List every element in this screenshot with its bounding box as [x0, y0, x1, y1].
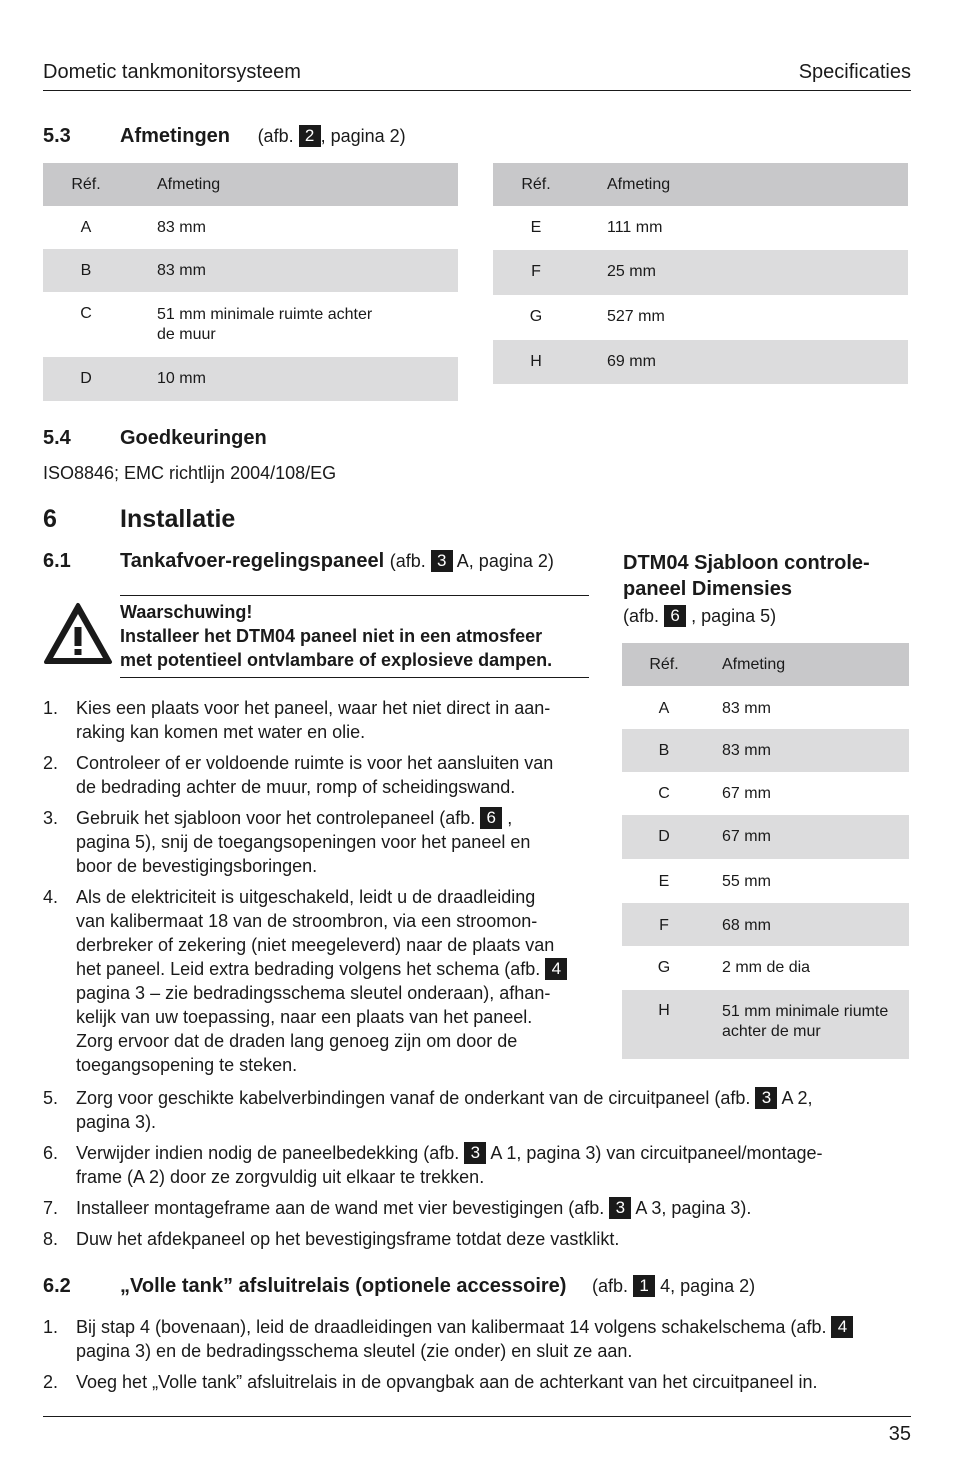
- list-item: [43, 885, 603, 1077]
- column-header-ref: Réf.: [521, 176, 551, 193]
- cell-ref: E: [530, 219, 542, 236]
- list-item-line: pagina 3).: [76, 1112, 157, 1132]
- relay-steps: [43, 1315, 913, 1394]
- list-item-line: derbreker of zekering (niet meegeleverd) naar de plaats van: [76, 935, 555, 955]
- figure-number-badge: 6: [664, 605, 686, 627]
- text-run: Zorg voor geschikte kabelverbindingen vanaf de onderkant van de circuitpaneel (afb.: [76, 1088, 751, 1108]
- cell-dimension: 10 mm: [157, 370, 206, 387]
- warning-line-2: met potentieel ontvlambare of explosieve dampen.: [120, 650, 553, 670]
- list-item: [43, 696, 603, 744]
- section-5-3-heading: [120, 125, 406, 148]
- list-item: [43, 1227, 911, 1251]
- figure-ref-prefix: (afb.: [623, 606, 660, 626]
- figure-number-badge: 1: [633, 1275, 655, 1297]
- cell-dimension: 67 mm: [722, 785, 771, 802]
- cell-dimension: 69 mm: [607, 353, 656, 370]
- list-item: [43, 1196, 911, 1220]
- cell-dimension: 83 mm: [157, 262, 206, 279]
- list-item: [43, 751, 603, 799]
- section-5-3-figure-ref: [258, 126, 406, 146]
- section-6-2-title: „Volle tank” afsluitrelais (optionele accessoire): [120, 1275, 567, 1297]
- page-number: 35: [888, 1423, 911, 1445]
- dtm04-title-line-2: paneel Dimensies: [623, 578, 792, 600]
- list-item-number: 1.: [43, 698, 59, 718]
- cell-dimension: 527 mm: [607, 308, 665, 325]
- figure-ref-prefix: (afb.: [592, 1276, 629, 1296]
- running-header-section: Specificaties: [798, 61, 911, 83]
- table-row: [622, 729, 909, 772]
- cell-ref: H: [530, 353, 542, 370]
- list-item-line: pagina 3) en de bedradingsschema sleutel (zie onder) en sluit ze aan.: [76, 1341, 633, 1361]
- cell-ref: H: [658, 1002, 670, 1019]
- list-item-line: van kalibermaat 18 van de stroombron, via een stroomon-: [76, 911, 538, 931]
- list-item-line: [76, 806, 603, 830]
- cell-ref: F: [531, 263, 541, 280]
- cell-ref: B: [80, 262, 92, 279]
- column-header-dimension: Afmeting: [157, 176, 221, 193]
- table-row: [493, 295, 908, 340]
- text-run: A 3, pagina 3).: [635, 1198, 752, 1218]
- footer-rule: [43, 1416, 911, 1417]
- dtm04-figure-ref: [623, 604, 913, 628]
- table-row: [43, 357, 458, 401]
- chapter-6-title: Installatie: [120, 505, 236, 533]
- list-item-number: 2.: [43, 1372, 59, 1392]
- column-header-ref: Réf.: [649, 656, 679, 673]
- cell-ref: D: [658, 828, 670, 845]
- list-item-line: pagina 3 – zie bedradingsschema sleutel onderaan), afhan-: [76, 983, 551, 1003]
- text-run: Installeer montageframe aan de wand met vier bevestigingen (afb.: [76, 1198, 605, 1218]
- installation-steps-full: [43, 1086, 911, 1251]
- list-item-number: 1.: [43, 1317, 59, 1337]
- dtm04-dimensions-table: [622, 643, 909, 1059]
- table-row: [493, 250, 908, 295]
- section-5-3-number: 5.3: [43, 125, 71, 147]
- warning-bottom-rule: [120, 677, 589, 678]
- list-item-number: 7.: [43, 1198, 59, 1218]
- section-6-1-title: Tankafvoer-regelingspaneel: [120, 550, 385, 572]
- list-item-line: [76, 1141, 911, 1165]
- cell-dimension: 83 mm: [722, 742, 771, 759]
- cell-ref: E: [658, 873, 670, 890]
- cell-dimension: 51 mm minimale riumte achter de mur: [722, 1003, 889, 1040]
- cell-ref: C: [80, 305, 92, 322]
- list-item: [43, 1315, 913, 1363]
- list-item: [43, 1141, 911, 1189]
- figure-ref-suffix: 4, pagina 2): [660, 1276, 756, 1296]
- table-header-row: [493, 163, 908, 206]
- header-rule: [43, 90, 911, 91]
- warning-triangle-icon: [43, 602, 113, 666]
- cell-dimension: 55 mm: [722, 873, 771, 890]
- list-item-line: pagina 5), snij de toegangsopeningen voor het paneel en: [76, 832, 531, 852]
- table-row: [43, 292, 458, 357]
- text-run: Gebruik het sjabloon voor het controlepaneel (afb.: [76, 808, 476, 828]
- list-item: [43, 1370, 913, 1394]
- cell-dimension: 83 mm: [722, 700, 771, 717]
- list-item-line: toegangsopening te steken.: [76, 1055, 298, 1075]
- figure-ref-suffix: A, pagina 2): [456, 551, 554, 571]
- warning-line-1: Installeer het DTM04 paneel niet in een atmosfeer: [120, 626, 543, 646]
- dtm04-sidebar-heading: [623, 550, 913, 628]
- cell-ref: G: [657, 959, 671, 976]
- list-item-number: 6.: [43, 1143, 59, 1163]
- list-item-number: 5.: [43, 1088, 59, 1108]
- section-6-1-figure-ref: [390, 551, 554, 571]
- column-header-dimension: Afmeting: [722, 656, 786, 673]
- cell-dimension: 68 mm: [722, 917, 771, 934]
- cell-ref: G: [529, 308, 543, 325]
- figure-ref-prefix: (afb.: [257, 126, 294, 146]
- installation-steps-column: [43, 696, 603, 1077]
- cell-dimension: 83 mm: [157, 219, 206, 236]
- list-item-line: de bedrading achter de muur, romp of scheidingswand.: [76, 777, 516, 797]
- section-6-2-heading: [120, 1275, 755, 1298]
- text-run: ,: [507, 808, 513, 828]
- cell-dimension: 51 mm minimale ruimte achter de muur: [157, 306, 373, 343]
- figure-number-badge: 3: [431, 550, 453, 572]
- cell-ref: A: [658, 700, 670, 717]
- list-item: [43, 1086, 911, 1134]
- warning-text: [120, 600, 552, 672]
- list-item-line: Voeg het „Volle tank” afsluitrelais in de opvangbak aan de achterkant van het circuitpaneel in.: [76, 1372, 818, 1392]
- figure-number-badge: 3: [464, 1142, 486, 1164]
- section-5-4-number: 5.4: [43, 427, 71, 449]
- list-item-line: [76, 957, 603, 981]
- list-item-line: boor de bevestigingsboringen.: [76, 856, 318, 876]
- table-row: [622, 990, 909, 1059]
- list-item-line: Duw het afdekpaneel op het bevestigingsframe totdat deze vastklikt.: [76, 1229, 620, 1249]
- list-item-line: Zorg ervoor dat de draden lang genoeg zijn om door de: [76, 1031, 518, 1051]
- section-5-3-title: Afmetingen: [120, 125, 230, 147]
- list-item-number: 4.: [43, 887, 59, 907]
- column-header-dimension: Afmeting: [607, 176, 671, 193]
- table-row: [622, 903, 909, 946]
- figure-number-badge: 2: [299, 125, 321, 147]
- cell-dimension: 25 mm: [607, 263, 656, 280]
- cell-ref: F: [659, 917, 669, 934]
- figure-ref-suffix: , pagina 2): [320, 126, 406, 146]
- cell-ref: C: [658, 785, 670, 802]
- table-row: [622, 772, 909, 815]
- approvals-text: ISO8846; EMC richtlijn 2004/108/EG: [43, 463, 337, 483]
- text-run: Bij stap 4 (bovenaan), leid de draadleidingen van kalibermaat 14 volgens schakelschema (afb.: [76, 1317, 827, 1337]
- cell-dimension: 2 mm de dia: [722, 959, 811, 976]
- list-item-number: 3.: [43, 808, 59, 828]
- table-header-row: [43, 163, 458, 206]
- figure-number-badge: 3: [755, 1087, 777, 1109]
- table-row: [493, 206, 908, 250]
- dtm04-title-line-1: DTM04 Sjabloon controle-: [623, 552, 870, 574]
- list-item-line: [76, 1086, 911, 1110]
- warning-top-rule: [120, 595, 589, 596]
- warning-title: Waarschuwing!: [120, 602, 253, 622]
- column-header-ref: Réf.: [71, 176, 101, 193]
- list-item: [43, 806, 603, 878]
- list-item-number: 8.: [43, 1229, 59, 1249]
- section-5-4-title: Goedkeuringen: [120, 427, 267, 449]
- section-6-2-figure-ref: [592, 1276, 755, 1296]
- list-item-line: Controleer of er voldoende ruimte is voor het aansluiten van: [76, 753, 554, 773]
- figure-number-badge: 6: [480, 807, 502, 829]
- section-6-1-number: 6.1: [43, 550, 71, 572]
- cell-dimension: 111 mm: [607, 219, 663, 236]
- figure-ref-prefix: (afb.: [389, 551, 426, 571]
- list-item-line: Kies een plaats voor het paneel, waar het niet direct in aan-: [76, 698, 551, 718]
- cell-ref: A: [80, 219, 92, 236]
- list-item-line: frame (A 2) door ze zorgvuldig uit elkaar te trekken.: [76, 1167, 485, 1187]
- list-item-line: kelijk van uw toepassing, naar een plaats van het paneel.: [76, 1007, 533, 1027]
- table-row: [622, 815, 909, 859]
- dimensions-table-right: [493, 163, 908, 384]
- section-6-1-heading: [120, 550, 554, 573]
- figure-number-badge: 3: [609, 1197, 631, 1219]
- list-item-line: [76, 1196, 911, 1220]
- cell-ref: D: [80, 370, 92, 387]
- figure-ref-suffix: , pagina 5): [691, 606, 777, 626]
- text-run: Verwijder indien nodig de paneelbedekking (afb.: [76, 1143, 460, 1163]
- text-run: A 1, pagina 3) van circuitpaneel/montage-: [490, 1143, 823, 1163]
- table-row: [622, 859, 909, 903]
- running-header-title: Dometic tankmonitorsysteem: [43, 61, 301, 83]
- table-row: [622, 686, 909, 729]
- cell-ref: B: [658, 742, 670, 759]
- chapter-6-number: 6: [43, 505, 57, 533]
- cell-dimension: 67 mm: [722, 828, 771, 845]
- table-row: [43, 249, 458, 292]
- list-item-line: [76, 1315, 913, 1339]
- list-item-number: 2.: [43, 753, 59, 773]
- list-item-line: raking kan komen met water en olie.: [76, 722, 366, 742]
- figure-number-badge: 4: [831, 1316, 853, 1338]
- dimensions-table-left: [43, 163, 458, 401]
- table-row: [43, 206, 458, 249]
- table-header-row: [622, 643, 909, 686]
- list-item-line: Als de elektriciteit is uitgeschakeld, leidt u de draadleiding: [76, 887, 536, 907]
- text-run: het paneel. Leid extra bedrading volgens het schema (afb.: [76, 959, 541, 979]
- text-run: A 2,: [781, 1088, 813, 1108]
- table-row: [493, 340, 908, 384]
- figure-number-badge: 4: [545, 958, 567, 980]
- table-row: [622, 946, 909, 990]
- section-6-2-number: 6.2: [43, 1275, 71, 1297]
